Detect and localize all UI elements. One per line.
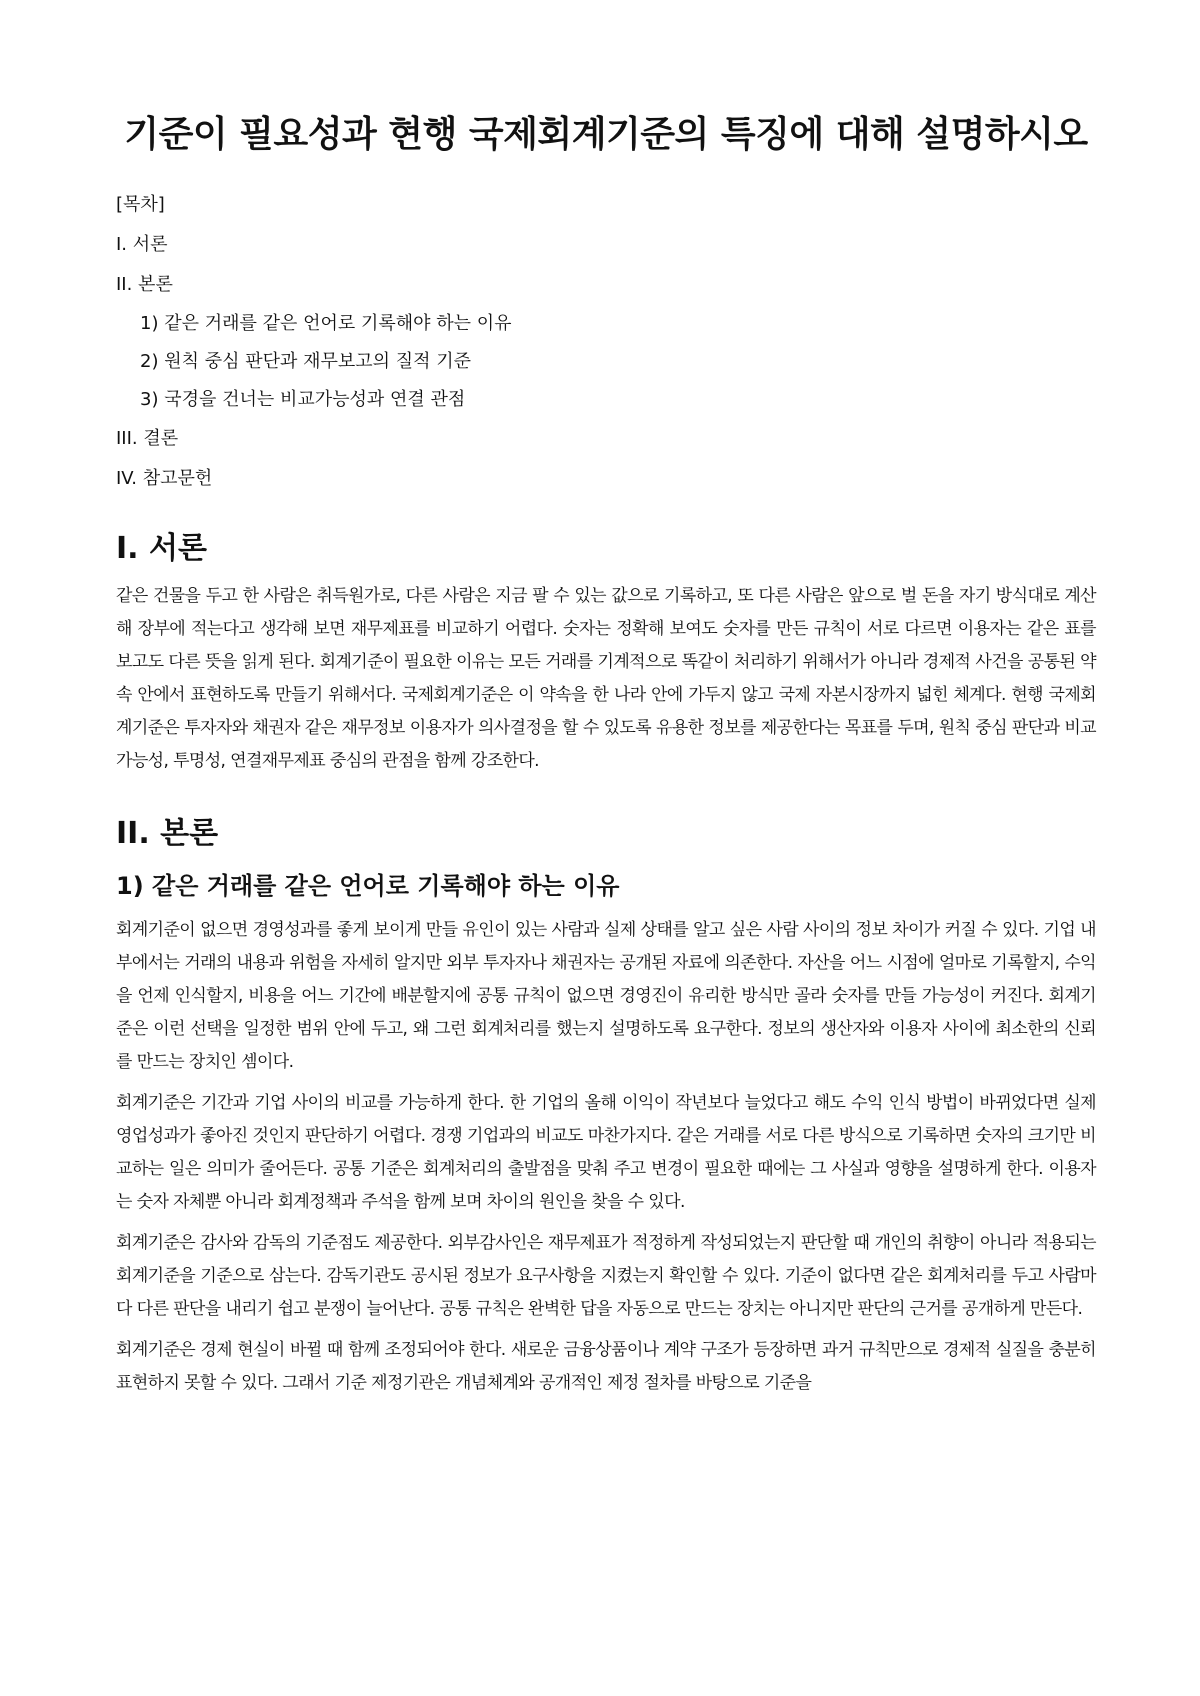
intro-paragraph: 같은 건물을 두고 한 사람은 취득원가로, 다른 사람은 지금 팔 수 있는 값으로 기록하고, 또 다른 사람은 앞으로 벌 돈을 자기 방식대로 계산해 장부에 적는다고 생각해 보면 재무제표를 비교하기 어렵다. 숫자는 정확해 보여도 숫자를 만든 규칙이 서로 다르면 이용자는 같은 표를 보고도 다른 뜻을 읽게 된다. 회계기준이 필요한 이유는 모든 거래를 기계적으로 똑같이 처리하기 위해서가 아니라 경제적 사건을 공통된 약속 안에서 표현하도록 만들기 위해서다. 국제회계기준은 이 약속을 한 나라 안에 가두지 않고 국제 자본시장까지 넓힌 체계다. 현행 국제회계기준은 투자자와 채권자 같은 재무정보 이용자가 의사결정을 할 수 있도록 유용한 정보를 제공한다는 목표를 두며, 원칙 중심 판단과 비교가능성, 투명성, 연결재무제표 중심의 관점을 함께 강조한다.: [116, 585, 1096, 771]
document-title: 기준이 필요성과 현행 국제회계기준의 특징에 대해 설명하시오: [124, 114, 1088, 155]
table-of-contents: [116, 185, 1096, 499]
section-heading-intro: I. 서론: [116, 530, 207, 566]
toc-item-body-1: 1) 같은 거래를 같은 언어로 기록해야 하는 이유: [140, 312, 512, 334]
toc-heading: [목차]: [116, 193, 165, 215]
section-spacer: [116, 786, 1096, 814]
subsection-heading-1: 1) 같은 거래를 같은 언어로 기록해야 하는 이유: [116, 871, 620, 900]
body-paragraph-1: 회계기준이 없으면 경영성과를 좋게 보이게 만들 유인이 있는 사람과 실제 상태를 알고 싶은 사람 사이의 정보 차이가 커질 수 있다. 기업 내부에서는 거래의 내용과 위험을 자세히 알지만 외부 투자자나 채권자는 공개된 자료에 의존한다. 자산을 어느 시점에 얼마로 기록할지, 수익을 언제 인식할지, 비용을 어느 기간에 배분할지에 공통 규칙이 없으면 경영진이 유리한 방식만 골라 숫자를 만들 가능성이 커진다. 회계기준은 이런 선택을 일정한 범위 안에 두고, 왜 그런 회계처리를 했는지 설명하도록 요구한다. 정보의 생산자와 이용자 사이에 최소한의 신뢰를 만드는 장치인 셈이다.: [116, 919, 1096, 1072]
body-paragraph-3: 회계기준은 감사와 감독의 기준점도 제공한다. 외부감사인은 재무제표가 적정하게 작성되었는지 판단할 때 개인의 취향이 아니라 적용되는 회계기준을 기준으로 삼는다. 감독기관도 공시된 정보가 요구사항을 지켰는지 확인할 수 있다. 기준이 없다면 같은 회계처리를 두고 사람마다 다른 판단을 내리기 쉽고 분쟁이 늘어난다. 공통 규칙은 완벽한 답을 자동으로 만드는 장치는 아니지만 판단의 근거를 공개하게 만든다.: [116, 1232, 1096, 1319]
toc-item-body-3: 3) 국경을 건너는 비교가능성과 연결 관점: [140, 388, 466, 410]
body-paragraph-4: 회계기준은 경제 현실이 바뀔 때 함께 조정되어야 한다. 새로운 금융상품이나 계약 구조가 등장하면 과거 규칙만으로 경제적 실질을 충분히 표현하지 못할 수 있다. 그래서 기준 제정기관은 개념체계와 공개적인 제정 절차를 바탕으로 기준을: [116, 1339, 1096, 1393]
toc-item-references: IV. 참고문헌: [116, 467, 213, 489]
toc-item-body: II. 본론: [116, 273, 173, 295]
toc-item-conclusion: III. 결론: [116, 427, 179, 449]
body-paragraph-2: 회계기준은 기간과 기업 사이의 비교를 가능하게 한다. 한 기업의 올해 이익이 작년보다 늘었다고 해도 수익 인식 방법이 바뀌었다면 실제 영업성과가 좋아진 것인지 판단하기 어렵다. 경쟁 기업과의 비교도 마찬가지다. 같은 거래를 서로 다른 방식으로 기록하면 숫자의 크기만 비교하는 일은 의미가 줄어든다. 공통 기준은 회계처리의 출발점을 맞춰 주고 변경이 필요한 때에는 그 사실과 영향을 설명하게 한다. 이용자는 숫자 자체뿐 아니라 회계정책과 주석을 함께 보며 차이의 원인을 찾을 수 있다.: [116, 1092, 1096, 1212]
toc-item-body-2: 2) 원칙 중심 판단과 재무보고의 질적 기준: [140, 350, 472, 372]
section-heading-body: II. 본론: [116, 815, 219, 851]
toc-item-intro: I. 서론: [116, 233, 168, 255]
